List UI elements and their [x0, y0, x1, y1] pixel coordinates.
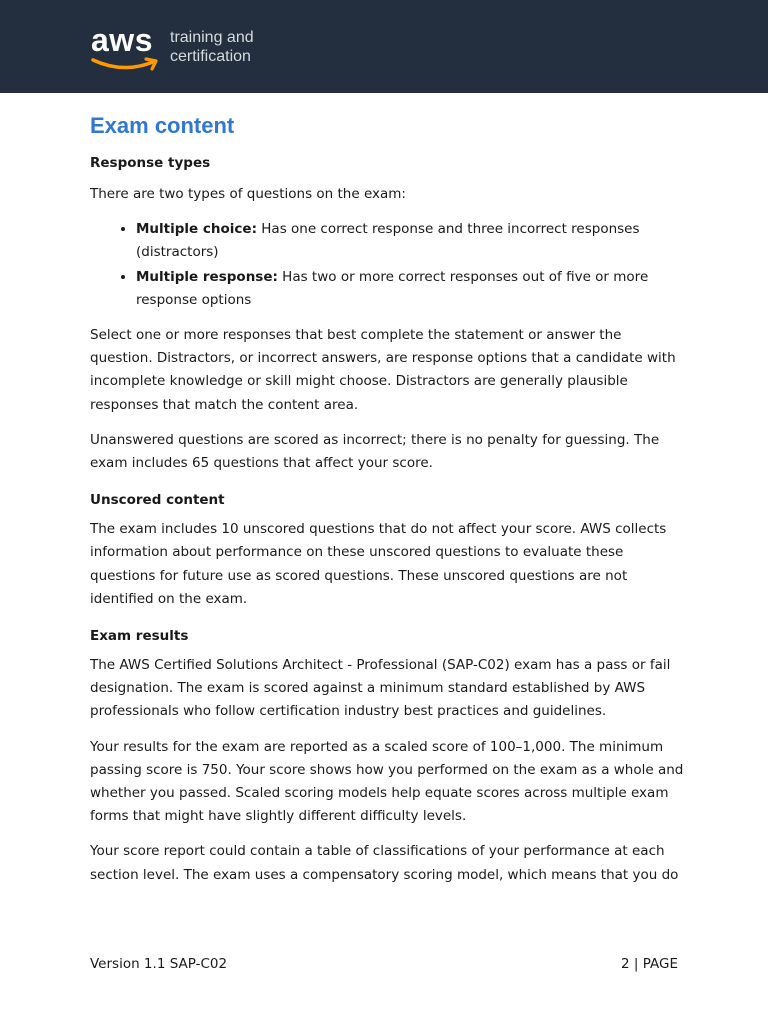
unscored-content-paragraph: The exam includes 10 unscored questions that do not affect your score. AWS collects information about performance on these unscored questions to evaluate these questions for future use as scored questions. These unscored questions are not identified on the exam. [90, 521, 667, 607]
page-footer [90, 954, 678, 974]
tagline-line-1: training and [170, 29, 254, 46]
aws-logo: aws [91, 22, 153, 58]
page-header [0, 0, 768, 93]
page-title: Exam content [90, 113, 235, 138]
unscored-content-heading: Unscored content [90, 492, 225, 509]
response-types-intro: There are two types of questions on the exam: [90, 186, 406, 202]
footer-page-number: 2 | PAGE [621, 956, 678, 972]
list-item-text: Has two or more correct responses out of five or more response options [136, 268, 649, 308]
tagline-line-2: certification [170, 48, 251, 65]
response-types-paragraph-2: Unanswered questions are scored as incorrect; there is no penalty for guessing. The exam includes 65 questions that affect your score. [90, 431, 660, 472]
footer-version: Version 1.1 SAP-C02 [90, 956, 228, 972]
list-item-label: Multiple choice: [136, 221, 257, 238]
aws-smile-icon [91, 56, 161, 74]
list-item-label: Multiple response: [136, 268, 278, 285]
exam-results-paragraph-2: Your results for the exam are reported as a scaled score of 100–1,000. The minimum passing score is 750. Your score shows how you performed on the exam as a whole and whether you passed. Scaled scoring models help equate scores across multiple exam forms that might have slightly different difficulty levels. [90, 738, 684, 825]
response-types-heading: Response types [90, 155, 211, 171]
exam-results-paragraph-3: Your score report could contain a table of classifications of your performance at each section level. The exam uses a compensatory scoring model, which means that you do [90, 843, 679, 883]
list-item-text: Has one correct response and three incorrect responses (distractors) [136, 221, 640, 261]
exam-results-heading: Exam results [90, 628, 189, 645]
response-types-list [90, 218, 685, 312]
exam-results-paragraph-1: The AWS Certified Solutions Architect - Professional (SAP-C02) exam has a pass or fail designation. The exam is scored against a minimum standard established by AWS professionals who follow certification industry best practices and guidelines. [90, 657, 671, 720]
document-body [90, 112, 685, 887]
list-item [136, 218, 685, 264]
logo-tagline [170, 28, 254, 66]
response-types-paragraph-1: Select one or more responses that best complete the statement or answer the question. Distractors, or incorrect answers, are response options that a candidate with incomplete knowledge or skill might choose. Distractors are generally plausible responses that match the content area. [90, 327, 676, 413]
list-item [136, 266, 685, 312]
